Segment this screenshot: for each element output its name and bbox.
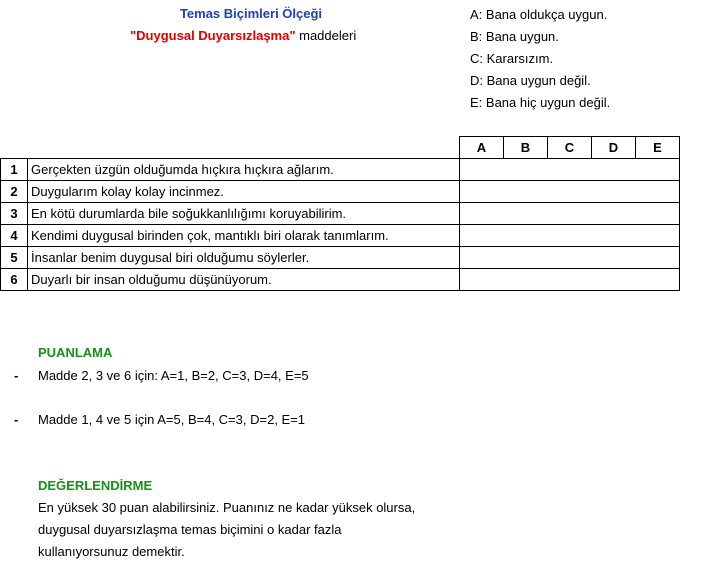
table-row: [1, 247, 680, 269]
table-row: [1, 181, 680, 203]
answer-cell[interactable]: [460, 181, 680, 203]
item-number: 2: [1, 181, 28, 203]
evaluation-line: duygusal duyarsızlaşma temas biçimini o kadar fazla: [38, 522, 342, 537]
table-row: [1, 269, 680, 291]
legend-item-a: A: Bana oldukça uygun.: [470, 7, 608, 22]
item-number: 5: [1, 247, 28, 269]
item-text: İnsanlar benim duygusal biri olduğumu söylerler.: [28, 247, 460, 269]
scale-subtitle: [130, 28, 356, 43]
scoring-rule-1: Madde 2, 3 ve 6 için: A=1, B=2, C=3, D=4, E=5: [38, 368, 309, 383]
table-row: [1, 159, 680, 181]
scoring-rule-2: Madde 1, 4 ve 5 için A=5, B=4, C=3, D=2, E=1: [38, 412, 306, 427]
evaluation-heading: DEĞERLENDİRME: [38, 478, 153, 493]
column-header-c: C: [548, 137, 592, 159]
item-text: Duygularım kolay kolay incinmez.: [28, 181, 460, 203]
legend-item-d: D: Bana uygun değil.: [470, 73, 591, 88]
answer-cell[interactable]: [460, 269, 680, 291]
evaluation-line: En yüksek 30 puan alabilirsiniz. Puanınız ne kadar yüksek olursa,: [38, 500, 416, 515]
item-number: 6: [1, 269, 28, 291]
item-text: Duyarlı bir insan olduğumu düşünüyorum.: [28, 269, 460, 291]
table-header-row: [1, 137, 680, 159]
item-number: 1: [1, 159, 28, 181]
subtitle-rest: maddeleri: [295, 28, 357, 43]
column-header-a: A: [460, 137, 504, 159]
table-row: [1, 225, 680, 247]
column-header-d: D: [592, 137, 636, 159]
item-text: En kötü durumlarda bile soğukkanlılığımı koruyabilirim.: [28, 203, 460, 225]
answer-legend: [470, 4, 610, 114]
table-row: [1, 203, 680, 225]
bullet-marker: -: [14, 412, 19, 427]
evaluation-line: kullanıyorsunuz demektir.: [38, 544, 185, 559]
legend-item-b: B: Bana uygun.: [470, 29, 559, 44]
answer-cell[interactable]: [460, 159, 680, 181]
item-text: Gerçekten üzgün olduğumda hıçkıra hıçkıra ağlarım.: [28, 159, 460, 181]
scoring-heading: PUANLAMA: [38, 345, 113, 360]
item-number: 3: [1, 203, 28, 225]
column-header-e: E: [636, 137, 680, 159]
item-text: Kendimi duygusal birinden çok, mantıklı biri olarak tanımlarım.: [28, 225, 460, 247]
bullet-marker: -: [14, 368, 19, 383]
subtitle-emphasis: "Duygusal Duyarsızlaşma": [130, 28, 296, 43]
items-table: [0, 136, 680, 291]
scale-title: Temas Biçimleri Ölçeği: [179, 6, 323, 21]
evaluation-text: [38, 497, 415, 563]
legend-item-e: E: Bana hiç uygun değil.: [470, 95, 611, 110]
item-number: 4: [1, 225, 28, 247]
answer-cell[interactable]: [460, 203, 680, 225]
answer-cell[interactable]: [460, 247, 680, 269]
legend-item-c: C: Kararsızım.: [470, 51, 554, 66]
column-header-b: B: [504, 137, 548, 159]
answer-cell[interactable]: [460, 225, 680, 247]
